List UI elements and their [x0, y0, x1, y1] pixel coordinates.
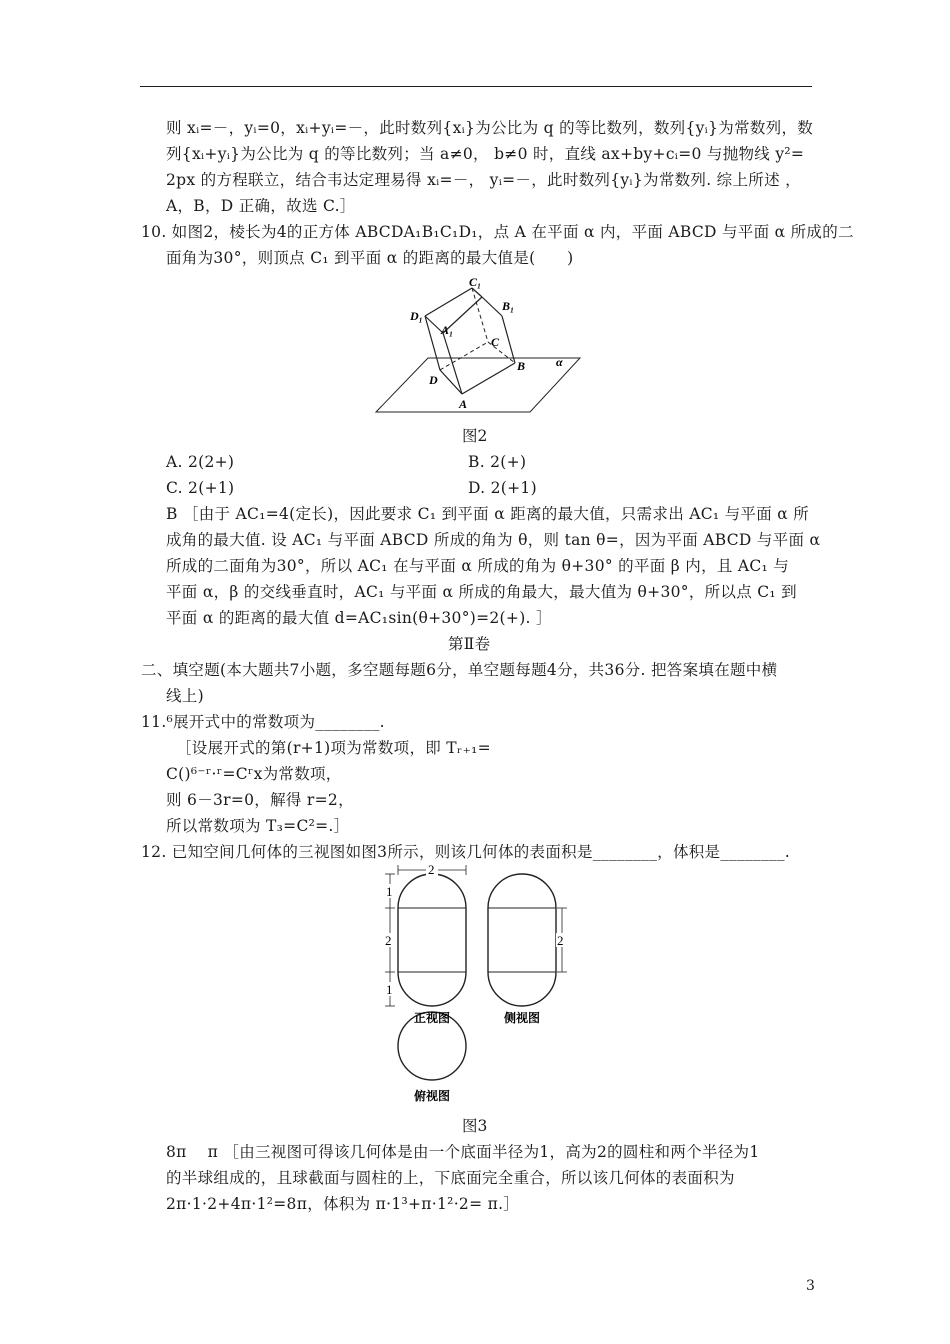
question-10: 10. 如图2，棱长为4的正方体 ABCDA₁B₁C₁D₁，点 A 在平面 α 内，平面 ABCD 与平面 α 所成的二 — [141, 223, 854, 241]
text-line: 则 xᵢ=－，yᵢ=0，xᵢ+yᵢ=－，此时数列{xᵢ}为公比为 q 的等比数列，数列{yᵢ}为常数列，数 — [166, 119, 814, 137]
text-line: 2π·1·2+4π·1²=8π，体积为 π·1³+π·1²·2= π.］ — [166, 1195, 520, 1213]
dim-middle: 2 — [385, 933, 392, 948]
text-line: A，B，D 正确，故选 C.］ — [166, 197, 356, 215]
dim-bottom: 1 — [386, 982, 393, 997]
answer-12: 8π π ［由三视图可得该几何体是由一个底面半径为1，高为2的圆柱和两个半径为1 — [166, 1143, 760, 1161]
label-d1: D₁ — [410, 309, 423, 323]
label-c: C — [491, 335, 500, 349]
text-line: 列{xᵢ+yᵢ}为公比为 q 的等比数列；当 a≠0， b≠0 时，直线 ax+by+cᵢ=0 与抛物线 y²= — [166, 145, 805, 163]
option-a: A. 2(2+) — [166, 453, 235, 471]
option-d: D. 2(+1) — [468, 479, 537, 497]
section-title: 第Ⅱ卷 — [448, 635, 491, 653]
label-b: B — [517, 359, 526, 373]
label-a: A — [459, 397, 468, 411]
text-line: 平面 α，β 的交线垂直时，AC₁ 与平面 α 所成的角最大，最大值为 θ+30°，所以点 C₁ 到 — [166, 583, 797, 601]
dim-top: 1 — [386, 884, 393, 899]
page-number: 3 — [806, 1278, 815, 1294]
figure-3-three-views — [380, 860, 580, 1120]
top-view-label: 俯视图 — [414, 1089, 451, 1103]
text-line: 面角为30°，则顶点 C₁ 到平面 α 的距离的最大值是( ) — [166, 249, 574, 267]
text-line: 线上) — [166, 687, 204, 705]
label-d: D — [429, 373, 438, 387]
question-12: 12. 已知空间几何体的三视图如图3所示，则该几何体的表面积是________，体积是________. — [141, 843, 790, 861]
figure-2-caption: 图2 — [462, 427, 488, 445]
text-line: 的半球组成的，且球截面与圆柱的上，下底面完全重合，所以该几何体的表面积为 — [166, 1169, 735, 1187]
option-c: C. 2(+1) — [166, 479, 235, 497]
text-line: 成角的最大值. 设 AC₁ 与平面 ABCD 所成的角为 θ，则 tan θ=，因为平面 ABCD 与平面 α — [166, 531, 821, 549]
dim-side-height: 2 — [557, 933, 564, 948]
figure-2-cube — [370, 270, 590, 420]
label-a1: A₁ — [441, 323, 454, 337]
option-b: B. 2(+) — [468, 453, 527, 471]
text-line: 所以常数项为 T₃=C²=.］ — [166, 817, 350, 835]
header-rule — [140, 86, 812, 87]
question-11: 11.⁶展开式中的常数项为________. — [141, 713, 385, 731]
text-line: 2px 的方程联立，结合韦达定理易得 xᵢ=－， yᵢ=－，此时数列{yᵢ}为常数列. 综上所述 ， — [166, 171, 801, 189]
text-line: C()⁶⁻ʳ·ʳ=Cʳx为常数项， — [166, 765, 342, 783]
label-c1: C₁ — [469, 275, 482, 289]
side-view-label: 侧视图 — [504, 1011, 541, 1025]
figure-3-caption: 图3 — [462, 1117, 488, 1135]
section-heading: 二、填空题(本大题共7小题，多空题每题6分，单空题每题4分，共36分. 把答案填在题中横 — [141, 661, 778, 679]
text-line: 则 6－3r=0，解得 r=2， — [166, 791, 354, 809]
front-view-label: 正视图 — [414, 1011, 451, 1025]
text-line: 平面 α 的距离的最大值 d=AC₁sin(θ+30°)=2(+). ］ — [166, 609, 552, 627]
label-b1: B₁ — [502, 299, 515, 313]
dim-width: 2 — [428, 862, 435, 877]
label-alpha: α — [556, 355, 563, 369]
answer-11: ［设展开式的第(r+1)项为常数项，即 Tᵣ₊₁= — [176, 739, 491, 757]
answer-10: B ［由于 AC₁=4(定长)，因此要求 C₁ 到平面 α 距离的最大值，只需求出 AC₁ 与平面 α 所 — [166, 505, 810, 523]
text-line: 所成的二面角为30°，所以 AC₁ 在与平面 α 所成的角为 θ+30° 的平面 β 内，且 AC₁ 与 — [166, 557, 790, 575]
